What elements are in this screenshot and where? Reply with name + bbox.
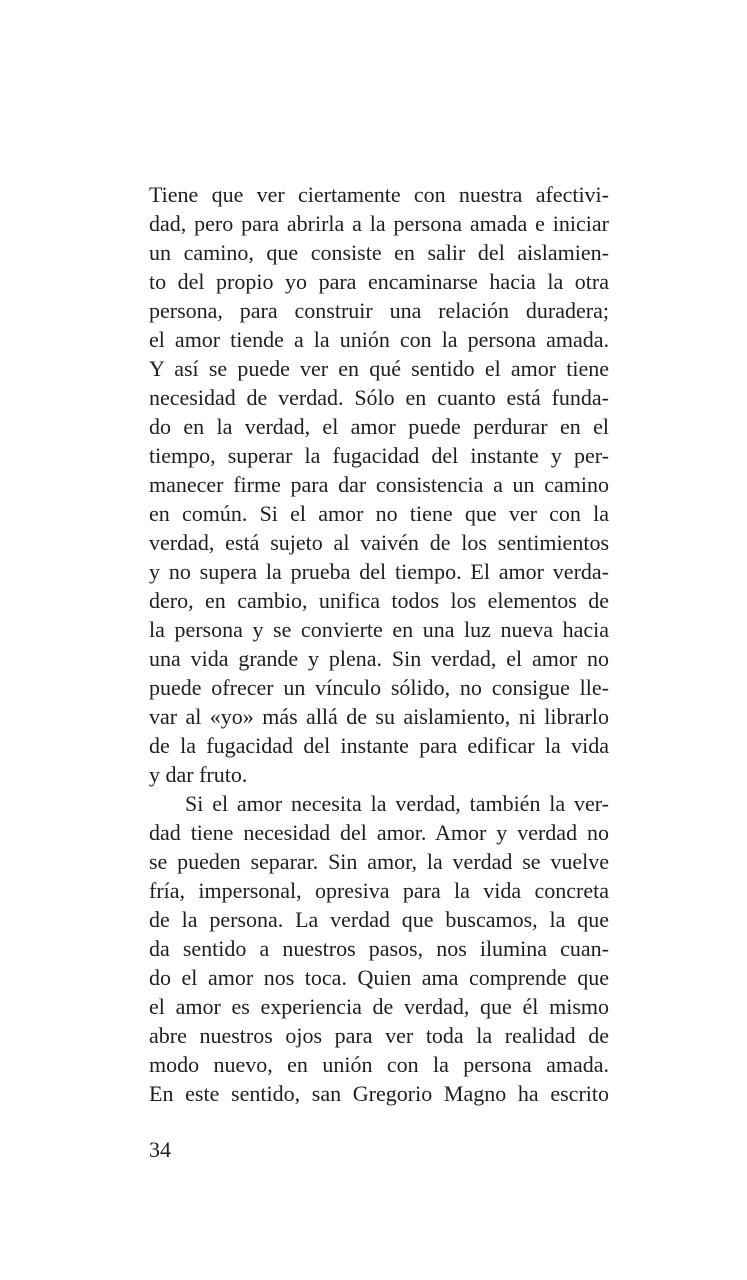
text-line: dero, en cambio, unifica todos los elementos de: [149, 588, 609, 613]
text-line: dad tiene necesidad del amor. Amor y verdad no: [149, 820, 609, 845]
text-line: do en la verdad, el amor puede perdurar en el: [149, 414, 609, 439]
text-line: se pueden separar. Sin amor, la verdad se vuelve: [149, 849, 609, 874]
text-line: da sentido a nuestros pasos, nos ilumina cuan-: [149, 936, 609, 961]
text-line: Si el amor necesita la verdad, también la ver-: [185, 791, 609, 816]
text-line: y dar fruto.: [149, 762, 248, 787]
body-text: [149, 180, 609, 1108]
text-line: var al «yo» más allá de su aislamiento, ni librarlo: [149, 704, 609, 729]
text-line: to del propio yo para encaminarse hacia la otra: [149, 269, 609, 294]
text-line: manecer firme para dar consistencia a un camino: [149, 472, 609, 497]
text-line: tiempo, superar la fugacidad del instante y per-: [149, 443, 609, 468]
text-line: persona, para construir una relación duradera;: [149, 298, 609, 323]
text-line: dad, pero para abrirla a la persona amada e iniciar: [149, 211, 609, 236]
text-line: de la fugacidad del instante para edificar la vida: [149, 733, 609, 758]
text-line: modo nuevo, en unión con la persona amada.: [149, 1052, 609, 1077]
text-line: una vida grande y plena. Sin verdad, el amor no: [149, 646, 609, 671]
text-line: puede ofrecer un vínculo sólido, no consigue lle-: [149, 675, 609, 700]
text-line: En este sentido, san Gregorio Magno ha escrito: [149, 1081, 609, 1106]
text-line: en común. Si el amor no tiene que ver con la: [149, 501, 609, 526]
text-line: necesidad de verdad. Sólo en cuanto está funda-: [149, 385, 609, 410]
text-line: abre nuestros ojos para ver toda la realidad de: [149, 1023, 609, 1048]
text-line: y no supera la prueba del tiempo. El amor verda-: [149, 559, 609, 584]
text-line: do el amor nos toca. Quien ama comprende que: [149, 965, 609, 990]
text-line: de la persona. La verdad que buscamos, la que: [149, 907, 609, 932]
text-line: la persona y se convierte en una luz nueva hacia: [149, 617, 609, 642]
text-line: un camino, que consiste en salir del aislamien-: [149, 240, 609, 265]
text-line: el amor es experiencia de verdad, que él mismo: [149, 994, 609, 1019]
page-number: 34: [149, 1137, 171, 1162]
text-line: verdad, está sujeto al vaivén de los sentimientos: [149, 530, 609, 555]
text-line: fría, impersonal, opresiva para la vida concreta: [149, 878, 609, 903]
text-line: Y así se puede ver en qué sentido el amor tiene: [149, 356, 609, 381]
text-line: el amor tiende a la unión con la persona amada.: [149, 327, 609, 352]
text-line: Tiene que ver ciertamente con nuestra afectivi-: [149, 182, 609, 207]
